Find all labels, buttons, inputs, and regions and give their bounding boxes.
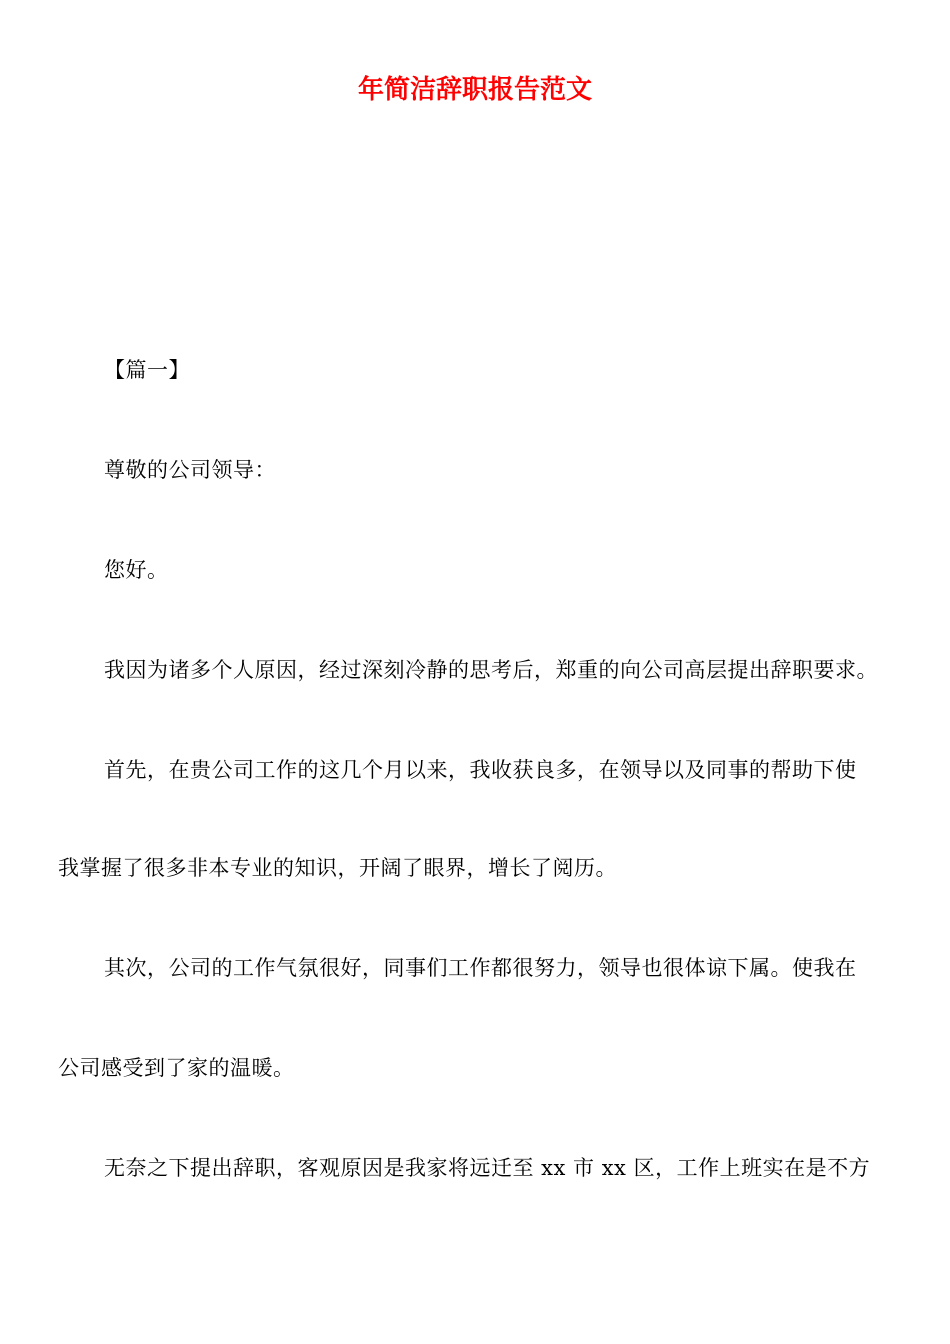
paragraph-line: 无奈之下提出辞职，客观原因是我家将远迁至 xx 市 xx 区，工作上班实在是不方 [104, 1156, 871, 1180]
paragraph-line: 我因为诸多个人原因，经过深刻冷静的思考后，郑重的向公司高层提出辞职要求。 [104, 658, 878, 682]
document-title: 年简洁辞职报告范文 [357, 75, 592, 105]
greeting: 您好。 [104, 558, 169, 582]
section-label: 【篇一】 [104, 358, 190, 382]
paragraph-line: 我掌握了很多非本专业的知识，开阔了眼界，增长了阅历。 [58, 856, 617, 880]
paragraph-line: 公司感受到了家的温暖。 [58, 1056, 295, 1080]
paragraph-line: 首先，在贵公司工作的这几个月以来，我收获良多，在领导以及同事的帮助下使 [104, 758, 857, 782]
paragraph-line: 其次，公司的工作气氛很好，同事们工作都很努力，领导也很体谅下属。使我在 [104, 956, 857, 980]
salutation: 尊敬的公司领导： [104, 458, 276, 482]
